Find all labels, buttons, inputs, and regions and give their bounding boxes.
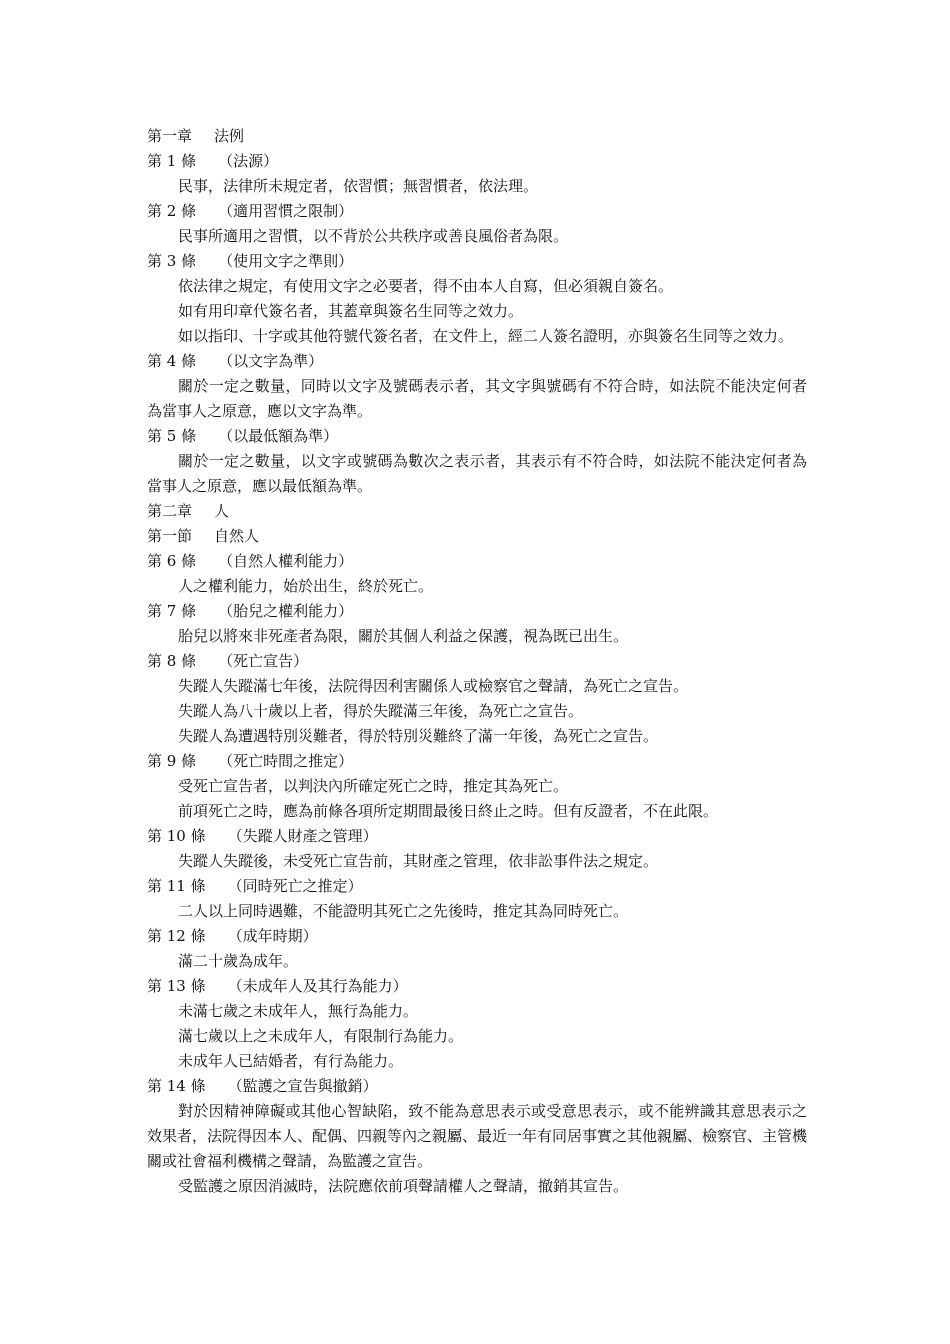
article-heading: [147, 649, 807, 674]
article-title: （成年時期）: [227, 927, 318, 945]
article-paragraph: 失蹤人為八十歲以上者，得於失蹤滿三年後，為死亡之宣告。: [178, 702, 584, 720]
article-paragraph: 滿七歲以上之未成年人，有限制行為能力。: [178, 1027, 464, 1045]
document-body: [147, 124, 807, 1199]
article-heading: [147, 974, 807, 999]
article-paragraph: 對於因精神障礙或其他心智缺陷，致不能為意思表示或受意思表示，或不能辨識其意思表示之效果者，法院得因本人、配偶、四親等內之親屬、最近一年有同居事實之其他親屬、檢察官、主管機關或社會福利機構之聲請，為監護之宣告。: [147, 1102, 808, 1170]
article-paragraph: 受死亡宣告者，以判決內所確定死亡之時，推定其為死亡。: [178, 777, 569, 795]
article-number: 第 4 條: [147, 352, 197, 370]
article-number: 第 8 條: [147, 652, 197, 670]
article-paragraph: 受監護之原因消滅時，法院應依前項聲請權人之聲請，撤銷其宣告。: [178, 1177, 629, 1195]
article-paragraph: 未成年人已結婚者，有行為能力。: [178, 1052, 404, 1070]
article-number: 第 12 條: [147, 927, 206, 945]
article-paragraph: 滿二十歲為成年。: [178, 952, 299, 970]
article-paragraph: 如以指印、十字或其他符號代簽名者，在文件上，經二人簽名證明，亦與簽名生同等之效力。: [178, 327, 794, 345]
article-heading: [147, 874, 807, 899]
section-title: 自然人: [214, 527, 260, 545]
article-heading: [147, 249, 807, 274]
article-number: 第 6 條: [147, 552, 197, 570]
article-paragraph: 失蹤人失蹤滿七年後，法院得因利害關係人或檢察官之聲請，為死亡之宣告。: [178, 677, 689, 695]
article-title: （適用習慣之限制）: [218, 202, 354, 220]
article-title: （未成年人及其行為能力）: [227, 977, 408, 995]
article-title: （死亡宣告）: [218, 652, 309, 670]
chapter-number: 第一章: [147, 127, 193, 145]
article-number: 第 2 條: [147, 202, 197, 220]
article-title: （自然人權利能力）: [218, 552, 354, 570]
article-paragraph: 未滿七歲之未成年人，無行為能力。: [178, 1002, 419, 1020]
article-number: 第 11 條: [147, 877, 206, 895]
article-number: 第 13 條: [147, 977, 206, 995]
article-title: （失蹤人財產之管理）: [227, 827, 378, 845]
article-heading: [147, 824, 807, 849]
article-title: （以文字為準）: [218, 352, 324, 370]
article-heading: [147, 749, 807, 774]
article-paragraph: 民事所適用之習慣，以不背於公共秩序或善良風俗者為限。: [178, 227, 569, 245]
article-paragraph: 胎兒以將來非死產者為限，關於其個人利益之保護，視為既已出生。: [178, 627, 629, 645]
article-paragraph: 失蹤人失蹤後，未受死亡宣告前，其財產之管理，依非訟事件法之規定。: [178, 852, 659, 870]
article-heading: [147, 199, 807, 224]
article-heading: [147, 924, 807, 949]
article-heading: [147, 424, 807, 449]
section-number: 第一節: [147, 527, 193, 545]
article-paragraph: 二人以上同時遇難，不能證明其死亡之先後時，推定其為同時死亡。: [178, 902, 629, 920]
chapter-number: 第二章: [147, 502, 193, 520]
article-title: （同時死亡之推定）: [227, 877, 363, 895]
chapter-heading: [147, 499, 807, 524]
article-number: 第 9 條: [147, 752, 197, 770]
article-title: （胎兒之權利能力）: [218, 602, 354, 620]
article-heading: [147, 1074, 807, 1099]
article-paragraph: 如有用印章代簽名者，其蓋章與簽名生同等之效力。: [178, 302, 524, 320]
article-heading: [147, 149, 807, 174]
article-paragraph: 失蹤人為遭遇特別災難者，得於特別災難終了滿一年後，為死亡之宣告。: [178, 727, 659, 745]
article-number: 第 10 條: [147, 827, 206, 845]
article-paragraph: 依法律之規定，有使用文字之必要者，得不由本人自寫，但必須親自簽名。: [178, 277, 674, 295]
article-number: 第 1 條: [147, 152, 197, 170]
article-paragraph: 關於一定之數量，同時以文字及號碼表示者，其文字與號碼有不符合時，如法院不能決定何者為當事人之原意，應以文字為準。: [147, 377, 807, 420]
article-paragraph: 關於一定之數量，以文字或號碼為數次之表示者，其表示有不符合時，如法院不能決定何者為當事人之原意，應以最低額為準。: [147, 452, 807, 495]
article-paragraph: 人之權利能力，始於出生，終於死亡。: [178, 577, 434, 595]
article-number: 第 14 條: [147, 1077, 206, 1095]
chapter-heading: [147, 124, 807, 149]
article-title: （死亡時間之推定）: [218, 752, 354, 770]
section-heading: [147, 524, 807, 549]
article-heading: [147, 549, 807, 574]
article-title: （以最低額為準）: [218, 427, 339, 445]
article-number: 第 5 條: [147, 427, 197, 445]
article-heading: [147, 599, 807, 624]
chapter-title: 法例: [214, 127, 245, 145]
article-title: （監護之宣告與撤銷）: [227, 1077, 378, 1095]
article-paragraph: 前項死亡之時，應為前條各項所定期間最後日終止之時。但有反證者，不在此限。: [178, 802, 719, 820]
article-title: （法源）: [218, 152, 279, 170]
chapter-title: 人: [214, 502, 230, 520]
article-number: 第 3 條: [147, 252, 197, 270]
article-paragraph: 民事，法律所未規定者，依習慣；無習慣者，依法理。: [178, 177, 539, 195]
article-number: 第 7 條: [147, 602, 197, 620]
article-title: （使用文字之準則）: [218, 252, 354, 270]
article-heading: [147, 349, 807, 374]
